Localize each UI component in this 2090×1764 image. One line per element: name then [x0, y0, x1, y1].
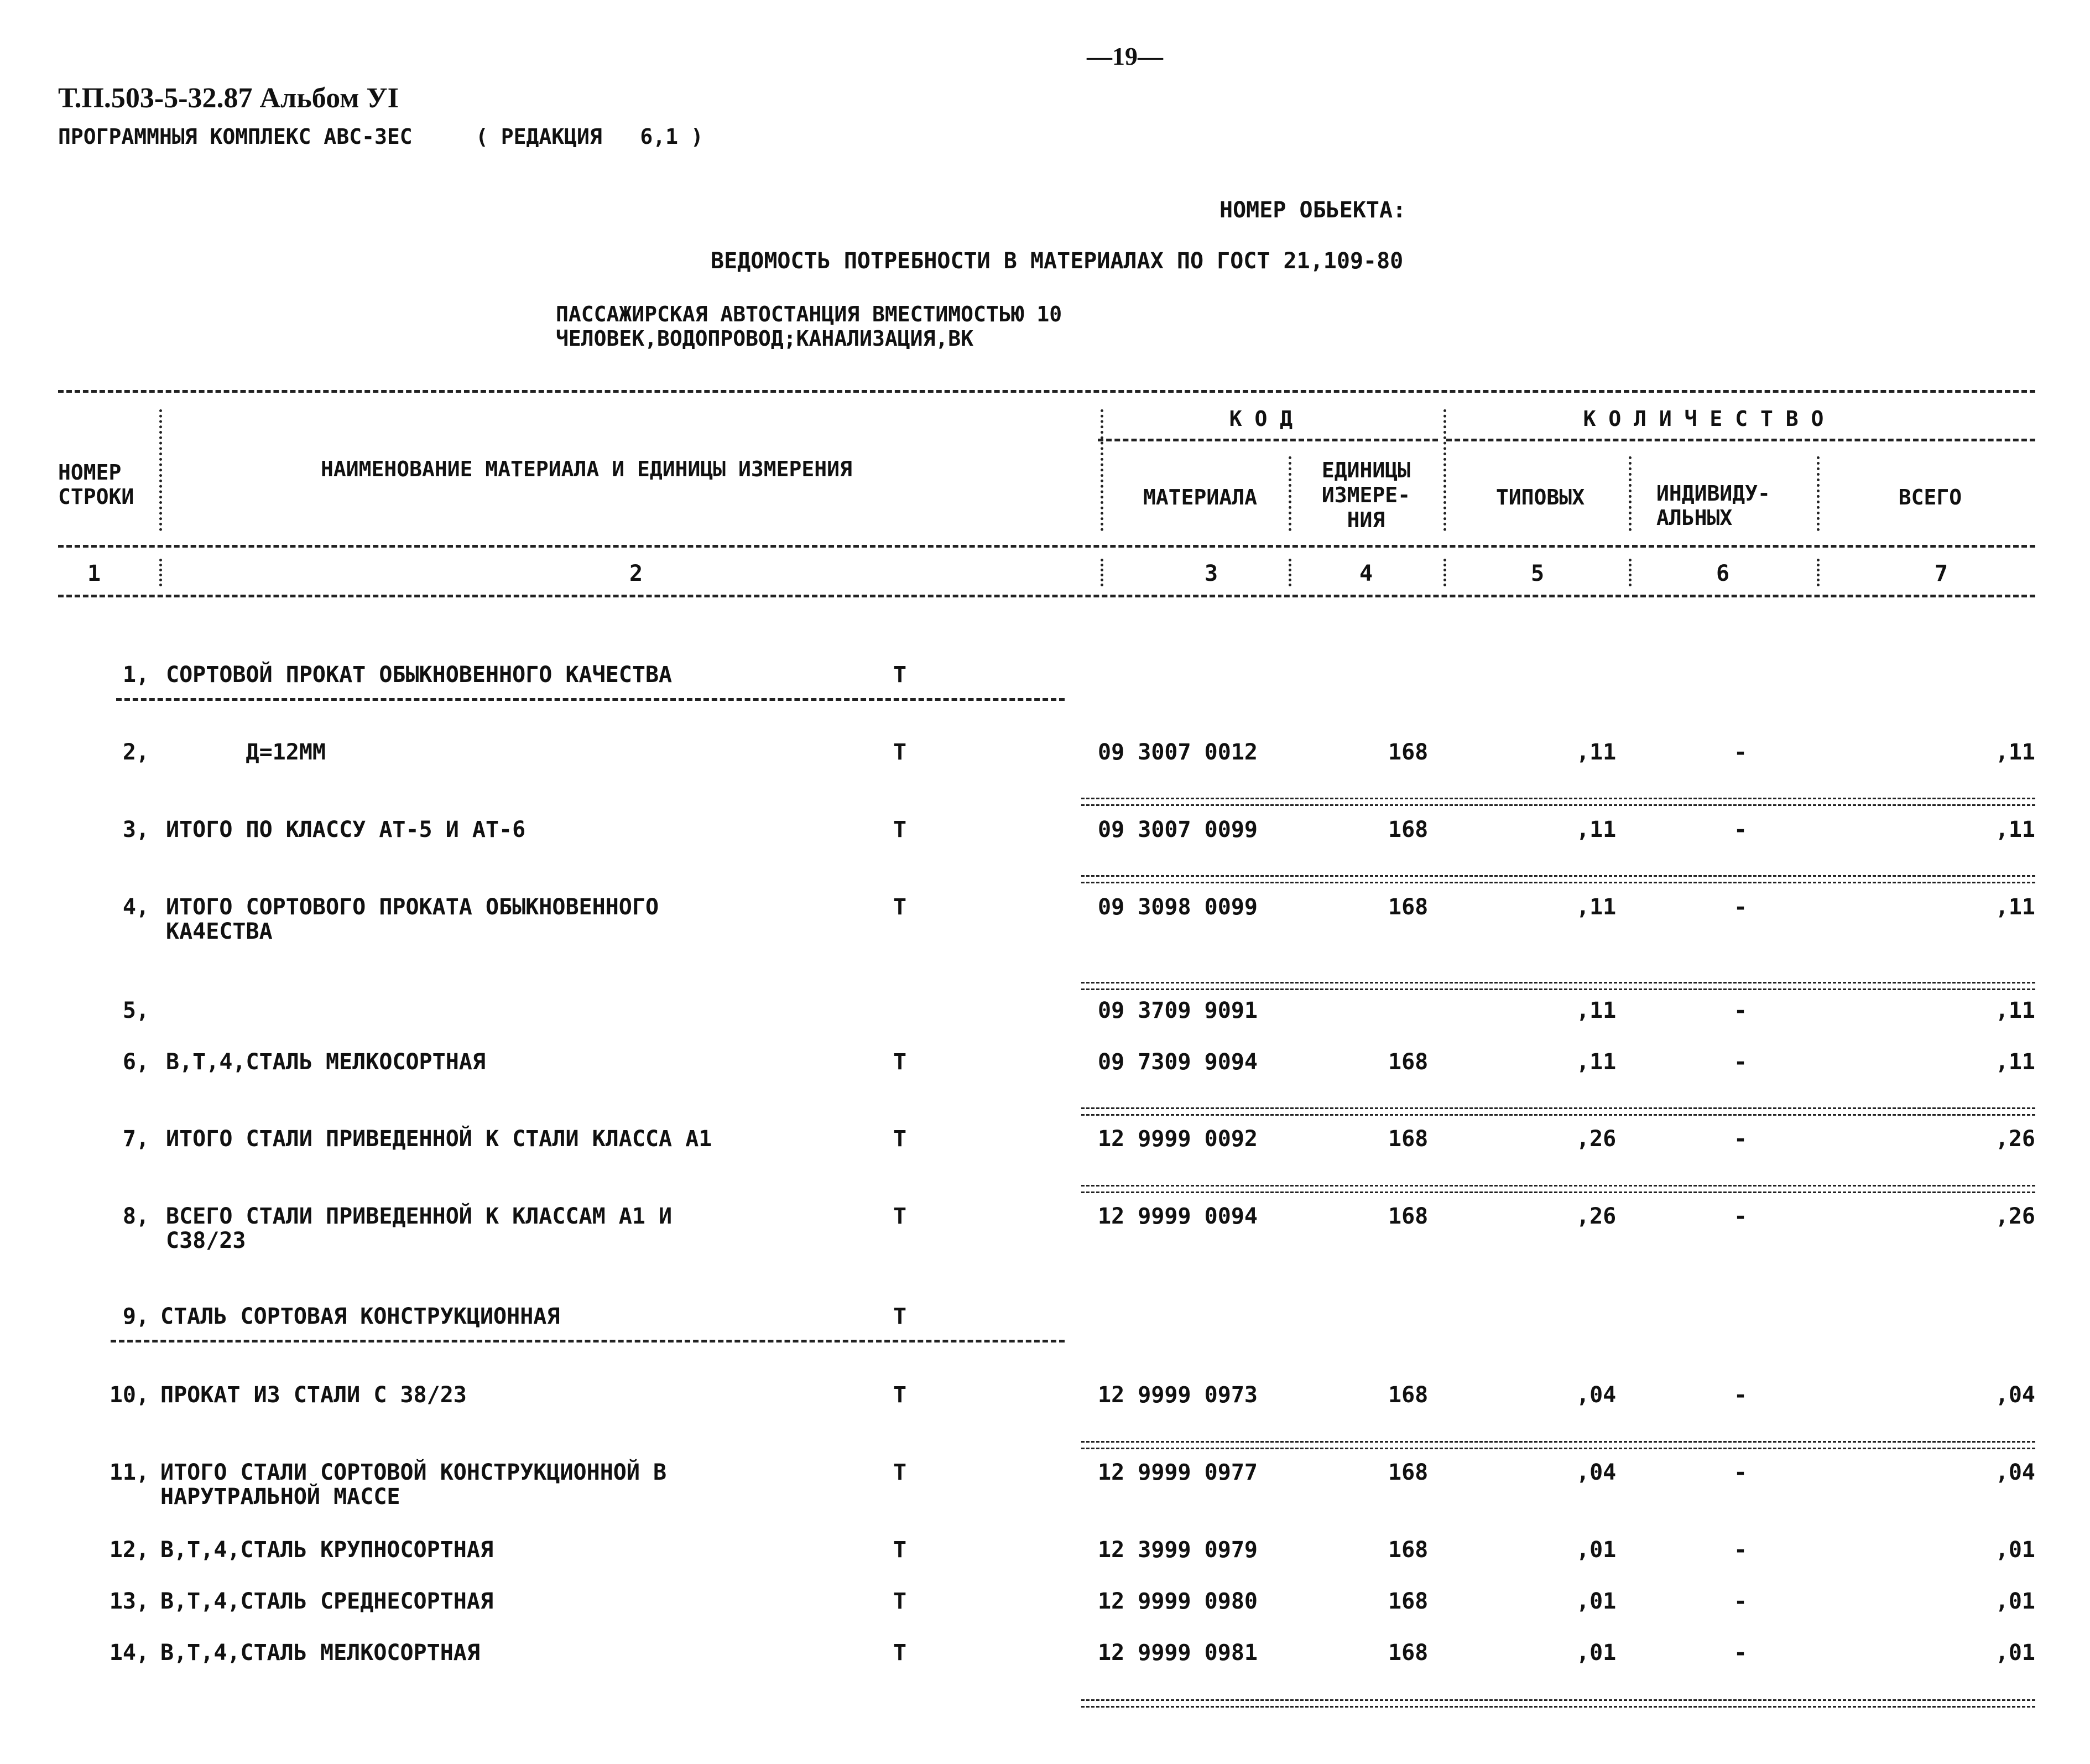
row-6-unit: Т	[893, 1049, 907, 1075]
program-complex: ПРОГРАММНЫЯ КОМПЛЕКС АВС-3ЕС ( РЕДАКЦИЯ 6,1 )	[58, 124, 703, 149]
row-7-no: 7,	[122, 1126, 149, 1152]
row-12-code: 12 3999 0979	[1098, 1537, 1258, 1563]
row-3-name: ИТОГО ПО КЛАССУ АТ-5 И АТ-6	[166, 817, 526, 842]
colnum-sep-1	[159, 559, 162, 586]
row-6-no: 6,	[122, 1049, 149, 1075]
row-12-ind: -	[1734, 1537, 1748, 1563]
header-total: ВСЕГО	[1898, 485, 1962, 509]
row-6-ucode: 168	[1388, 1049, 1429, 1075]
row-14-tot: ,01	[1995, 1640, 2035, 1666]
row-1-no: 1,	[122, 662, 149, 688]
row-12-no: 12,	[109, 1537, 149, 1563]
row-2-no: 2,	[122, 740, 149, 765]
row-5-no: 5,	[122, 998, 149, 1023]
row-14-unit: Т	[893, 1640, 907, 1666]
row-5-ind: -	[1734, 998, 1748, 1023]
total-rule-5	[1081, 982, 2035, 990]
row-5-typ: ,11	[1576, 998, 1617, 1023]
col-num-3: 3	[1204, 561, 1218, 586]
row-10-code: 12 9999 0973	[1098, 1382, 1258, 1408]
colnum-bottom-rule	[58, 595, 2035, 597]
row-3-tot: ,11	[1995, 817, 2035, 842]
row-2-typ: ,11	[1576, 740, 1617, 765]
row-6-ind: -	[1734, 1049, 1748, 1075]
row-14-code: 12 9999 0981	[1098, 1640, 1258, 1666]
row-4-ucode: 168	[1388, 894, 1429, 920]
header-bottom-rule	[58, 545, 2035, 548]
row-4-tot: ,11	[1995, 894, 2035, 920]
row-4-typ: ,11	[1576, 894, 1617, 920]
row-11-ucode: 168	[1388, 1460, 1429, 1485]
col-sep-3	[1289, 456, 1291, 531]
page-number: —19—	[1087, 42, 1163, 70]
row-9-unit: Т	[893, 1304, 907, 1329]
row-14-ucode: 168	[1388, 1640, 1429, 1666]
row-14-typ: ,01	[1576, 1640, 1617, 1666]
row-13-no: 13,	[109, 1589, 149, 1614]
row-11-unit: Т	[893, 1460, 907, 1485]
row-14-no: 14,	[109, 1640, 149, 1666]
row-4-code: 09 3098 0099	[1098, 894, 1258, 920]
row-2-ucode: 168	[1388, 740, 1429, 765]
row-14-name: В,Т,4,СТАЛЬ МЕЛКОСОРТНАЯ	[160, 1640, 480, 1666]
col-num-4: 4	[1359, 561, 1373, 586]
table-top-rule	[58, 390, 2035, 393]
header-code-group: К О Д	[1229, 407, 1293, 431]
row-11-name: ИТОГО СТАЛИ СОРТОВОЙ КОНСТРУКЦИОННОЙ В	[160, 1460, 667, 1485]
total-rule-4	[1081, 875, 2035, 883]
row-3-unit: Т	[893, 817, 907, 842]
row-8-ind: -	[1734, 1204, 1748, 1229]
row-6-typ: ,11	[1576, 1049, 1617, 1075]
row-7-code: 12 9999 0092	[1098, 1126, 1258, 1152]
row-8-name-cont: С38/23	[166, 1228, 246, 1253]
row-4-name-cont: КА4ЕСТВА	[166, 919, 273, 944]
row-7-name: ИТОГО СТАЛИ ПРИВЕДЕННОЙ К СТАЛИ КЛАССА А1	[166, 1126, 712, 1152]
album-title: Т.П.503-5-32.87 Альбом УI	[58, 82, 399, 114]
row-8-unit: Т	[893, 1204, 907, 1229]
row-4-name: ИТОГО СОРТОВОГО ПРОКАТА ОБЫКНОВЕННОГО	[166, 894, 659, 920]
row-13-typ: ,01	[1576, 1589, 1617, 1614]
header-unit-2: ИЗМЕРЕ-	[1321, 483, 1411, 507]
row-12-unit: Т	[893, 1537, 907, 1563]
col-num-2: 2	[629, 561, 643, 586]
statement-title: ВЕДОМОСТЬ ПОТРЕБНОСТИ В МАТЕРИАЛАХ ПО ГОСТ 21,109-80	[711, 248, 1404, 274]
project-description-line1: ПАССАЖИРСКАЯ АВТОСТАНЦИЯ ВМЕСТИМОСТЬЮ 10	[556, 302, 1062, 326]
row-9-name: СТАЛЬ СОРТОВАЯ КОНСТРУКЦИОННАЯ	[160, 1304, 560, 1329]
row-14-ind: -	[1734, 1640, 1748, 1666]
row-3-code: 09 3007 0099	[1098, 817, 1258, 842]
col-sep-5	[1629, 456, 1632, 531]
row-2-ind: -	[1734, 740, 1748, 765]
row-13-name: В,Т,4,СТАЛЬ СРЕДНЕСОРТНАЯ	[160, 1589, 494, 1614]
header-indiv-1: ИНДИВИДУ-	[1656, 481, 1770, 506]
row-5-tot: ,11	[1995, 998, 2035, 1023]
row-11-ind: -	[1734, 1460, 1748, 1485]
row-2-tot: ,11	[1995, 740, 2035, 765]
row-3-ind: -	[1734, 817, 1748, 842]
col-sep-4	[1443, 409, 1446, 531]
row-10-unit: Т	[893, 1382, 907, 1408]
row-2-unit: Т	[893, 740, 907, 765]
header-name: НАИМЕНОВАНИЕ МАТЕРИАЛА И ЕДИНИЦЫ ИЗМЕРЕНИЯ	[321, 457, 852, 481]
header-indiv-2: АЛЬНЫХ	[1656, 506, 1733, 530]
row-11-code: 12 9999 0977	[1098, 1460, 1258, 1485]
header-unit-1: ЕДИНИЦЫ	[1321, 458, 1411, 482]
col-num-6: 6	[1716, 561, 1730, 586]
row-12-name: В,Т,4,СТАЛЬ КРУПНОСОРТНАЯ	[160, 1537, 494, 1563]
section-rule-9	[111, 1340, 1065, 1342]
col-sep-1	[159, 409, 162, 531]
row-13-code: 12 9999 0980	[1098, 1589, 1258, 1614]
qty-group-rule	[1446, 439, 2035, 441]
code-group-rule	[1098, 439, 1438, 441]
row-10-name: ПРОКАТ ИЗ СТАЛИ С 38/23	[160, 1382, 467, 1408]
row-4-unit: Т	[893, 894, 907, 920]
row-12-ucode: 168	[1388, 1537, 1429, 1563]
row-8-no: 8,	[122, 1204, 149, 1229]
header-qty-group: К О Л И Ч Е С Т В О	[1583, 407, 1824, 431]
col-sep-2	[1101, 409, 1103, 531]
header-typical: ТИПОВЫХ	[1495, 485, 1585, 509]
row-11-no: 11,	[109, 1460, 149, 1485]
colnum-sep-4	[1443, 559, 1446, 586]
row-12-typ: ,01	[1576, 1537, 1617, 1563]
row-3-typ: ,11	[1576, 817, 1617, 842]
row-2-code: 09 3007 0012	[1098, 740, 1258, 765]
col-num-1: 1	[87, 561, 101, 586]
project-description-line2: ЧЕЛОВЕК,ВОДОПРОВОД;КАНАЛИЗАЦИЯ,ВК	[556, 326, 973, 351]
row-10-ucode: 168	[1388, 1382, 1429, 1408]
colnum-sep-2	[1101, 559, 1103, 586]
row-7-ind: -	[1734, 1126, 1748, 1152]
col-num-5: 5	[1530, 561, 1545, 586]
colnum-sep-5	[1629, 559, 1632, 586]
row-5-code: 09 3709 9091	[1098, 998, 1258, 1023]
row-8-ucode: 168	[1388, 1204, 1429, 1229]
row-8-tot: ,26	[1995, 1204, 2035, 1229]
row-10-typ: ,04	[1576, 1382, 1617, 1408]
object-number-label: НОМЕР ОБЬЕКТА:	[1219, 197, 1406, 223]
row-6-code: 09 7309 9094	[1098, 1049, 1258, 1075]
row-11-typ: ,04	[1576, 1460, 1617, 1485]
row-13-unit: Т	[893, 1589, 907, 1614]
row-11-name-cont: НАРУТРАЛЬНОЙ МАССЕ	[160, 1484, 400, 1510]
row-10-tot: ,04	[1995, 1382, 2035, 1408]
row-7-typ: ,26	[1576, 1126, 1617, 1152]
row-8-code: 12 9999 0094	[1098, 1204, 1258, 1229]
row-3-no: 3,	[122, 817, 149, 842]
total-rule-11	[1081, 1441, 2035, 1449]
row-1-name: СОРТОВОЙ ПРОКАТ ОБЫКНОВЕННОГО КАЧЕСТВА	[166, 662, 673, 688]
row-6-tot: ,11	[1995, 1049, 2035, 1075]
row-12-tot: ,01	[1995, 1537, 2035, 1563]
row-8-name: ВСЕГО СТАЛИ ПРИВЕДЕННОЙ К КЛАССАМ А1 И	[166, 1204, 673, 1229]
row-13-ucode: 168	[1388, 1589, 1429, 1614]
section-rule-1	[116, 698, 1065, 701]
header-unit-3: НИЯ	[1347, 508, 1385, 532]
row-13-tot: ,01	[1995, 1589, 2035, 1614]
row-9-no: 9,	[122, 1304, 149, 1329]
total-rule-8	[1081, 1185, 2035, 1193]
row-10-ind: -	[1734, 1382, 1748, 1408]
row-4-no: 4,	[122, 894, 149, 920]
col-sep-6	[1817, 456, 1820, 531]
colnum-sep-3	[1289, 559, 1291, 586]
row-13-ind: -	[1734, 1589, 1748, 1614]
header-row-no-2: СТРОКИ	[58, 485, 134, 509]
row-11-tot: ,04	[1995, 1460, 2035, 1485]
row-7-tot: ,26	[1995, 1126, 2035, 1152]
row-6-name: В,Т,4,СТАЛЬ МЕЛКОСОРТНАЯ	[166, 1049, 486, 1075]
row-4-ind: -	[1734, 894, 1748, 920]
header-material: МАТЕРИАЛА	[1143, 485, 1257, 509]
total-rule-7	[1081, 1107, 2035, 1116]
row-8-typ: ,26	[1576, 1204, 1617, 1229]
row-10-no: 10,	[109, 1382, 149, 1408]
row-1-unit: Т	[893, 662, 907, 688]
row-3-ucode: 168	[1388, 817, 1429, 842]
total-rule-end	[1081, 1699, 2035, 1708]
header-row-no-1: НОМЕР	[58, 460, 122, 485]
row-7-ucode: 168	[1388, 1126, 1429, 1152]
colnum-sep-6	[1817, 559, 1820, 586]
row-7-unit: Т	[893, 1126, 907, 1152]
total-rule-3	[1081, 798, 2035, 806]
row-2-name: Д=12ММ	[166, 740, 326, 765]
col-num-7: 7	[1934, 561, 1948, 586]
